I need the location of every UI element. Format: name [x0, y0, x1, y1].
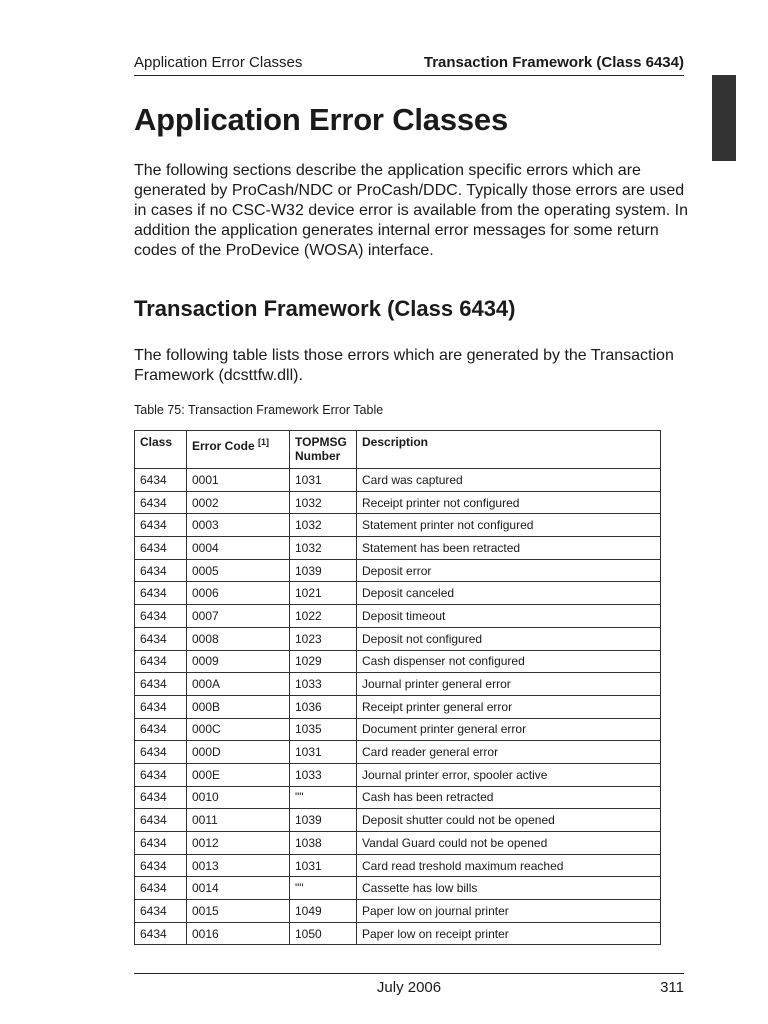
header-error-code: [187, 431, 290, 469]
table-row: [135, 877, 661, 900]
topmsg-cell: 1050: [290, 922, 357, 945]
header-topmsg: [290, 431, 357, 469]
table-row: [135, 718, 661, 741]
header-error-code-label: Error Code: [192, 439, 255, 453]
error-code-cell: 0007: [187, 605, 290, 628]
error-code-cell: 0011: [187, 809, 290, 832]
table-row: [135, 469, 661, 492]
class-cell: 6434: [135, 763, 187, 786]
class-cell: 6434: [135, 922, 187, 945]
description-cell: Deposit error: [357, 559, 661, 582]
table-row: [135, 559, 661, 582]
description-cell: Statement has been retracted: [357, 537, 661, 560]
error-code-cell: 000B: [187, 695, 290, 718]
description-cell: Card was captured: [357, 469, 661, 492]
topmsg-cell: 1039: [290, 559, 357, 582]
description-cell: Card reader general error: [357, 741, 661, 764]
description-cell: Paper low on journal printer: [357, 900, 661, 923]
description-cell: Journal printer error, spooler active: [357, 763, 661, 786]
class-cell: 6434: [135, 559, 187, 582]
header-class: [135, 431, 187, 469]
class-cell: 6434: [135, 582, 187, 605]
table-header-row: [135, 431, 661, 469]
description-cell: Statement printer not configured: [357, 514, 661, 537]
topmsg-cell: 1036: [290, 695, 357, 718]
error-code-cell: 000C: [187, 718, 290, 741]
header-topmsg-line2: Number: [295, 449, 341, 463]
footnote-ref: [1]: [258, 437, 270, 447]
table-body: [135, 469, 661, 945]
topmsg-cell: 1031: [290, 741, 357, 764]
page-number: 311: [660, 979, 684, 996]
description-cell: Document printer general error: [357, 718, 661, 741]
description-cell: Deposit shutter could not be opened: [357, 809, 661, 832]
table-row: [135, 809, 661, 832]
table-row: [135, 582, 661, 605]
table-caption: Table 75: Transaction Framework Error Table: [134, 403, 384, 417]
topmsg-cell: 1021: [290, 582, 357, 605]
table-row: [135, 537, 661, 560]
error-code-cell: 0014: [187, 877, 290, 900]
topmsg-cell: 1038: [290, 832, 357, 855]
error-code-cell: 0004: [187, 537, 290, 560]
error-code-cell: 0010: [187, 786, 290, 809]
class-cell: 6434: [135, 627, 187, 650]
running-header-left: Application Error Classes: [134, 54, 303, 71]
intro-paragraph: The following sections describe the application specific errors which are generated by ProCash/NDC or ProCash/DDC. Typically those errors are used in cases if no CSC-W32 device error is available from the operating system. In addition the application generates internal error messages for some return codes of the ProDevice (WOSA) interface.: [134, 162, 689, 259]
error-code-cell: 000A: [187, 673, 290, 696]
topmsg-cell: 1033: [290, 673, 357, 696]
error-code-cell: 0015: [187, 900, 290, 923]
class-cell: 6434: [135, 491, 187, 514]
description-cell: Deposit not configured: [357, 627, 661, 650]
description-cell: Card read treshold maximum reached: [357, 854, 661, 877]
topmsg-cell: 1022: [290, 605, 357, 628]
table-row: [135, 763, 661, 786]
topmsg-cell: 1035: [290, 718, 357, 741]
table-row: [135, 650, 661, 673]
description-cell: Cassette has low bills: [357, 877, 661, 900]
topmsg-cell: 1031: [290, 469, 357, 492]
running-header: [134, 53, 684, 76]
topmsg-cell: 1032: [290, 514, 357, 537]
topmsg-cell: 1032: [290, 491, 357, 514]
class-cell: 6434: [135, 741, 187, 764]
topmsg-cell: 1039: [290, 809, 357, 832]
topmsg-cell: 1029: [290, 650, 357, 673]
description-cell: Cash dispenser not configured: [357, 650, 661, 673]
section-title: Transaction Framework (Class 6434): [134, 296, 516, 321]
description-cell: Journal printer general error: [357, 673, 661, 696]
page-title: Application Error Classes: [134, 102, 509, 137]
table-row: [135, 922, 661, 945]
table-row: [135, 832, 661, 855]
error-code-cell: 0006: [187, 582, 290, 605]
class-cell: 6434: [135, 514, 187, 537]
header-topmsg-line1: TOPMSG: [295, 435, 347, 449]
topmsg-cell: 1033: [290, 763, 357, 786]
class-cell: 6434: [135, 854, 187, 877]
class-cell: 6434: [135, 809, 187, 832]
error-code-cell: 0005: [187, 559, 290, 582]
error-code-cell: 0009: [187, 650, 290, 673]
class-cell: 6434: [135, 900, 187, 923]
class-cell: 6434: [135, 673, 187, 696]
header-description-label: Description: [362, 435, 429, 449]
section-paragraph: The following table lists those errors which are generated by the Transaction Framework (dcsttfw.dll).: [134, 347, 674, 384]
class-cell: 6434: [135, 832, 187, 855]
table-row: [135, 627, 661, 650]
topmsg-cell: "": [290, 786, 357, 809]
error-code-cell: 000E: [187, 763, 290, 786]
topmsg-cell: "": [290, 877, 357, 900]
error-code-cell: 0003: [187, 514, 290, 537]
description-cell: Deposit timeout: [357, 605, 661, 628]
error-code-cell: 0001: [187, 469, 290, 492]
table-row: [135, 491, 661, 514]
footer-date: July 2006: [376, 979, 442, 996]
error-code-cell: 000D: [187, 741, 290, 764]
table-row: [135, 786, 661, 809]
class-cell: 6434: [135, 650, 187, 673]
topmsg-cell: 1032: [290, 537, 357, 560]
description-cell: Cash has been retracted: [357, 786, 661, 809]
table-row: [135, 854, 661, 877]
class-cell: 6434: [135, 877, 187, 900]
description-cell: Paper low on receipt printer: [357, 922, 661, 945]
error-code-cell: 0013: [187, 854, 290, 877]
header-description: [357, 431, 661, 469]
class-cell: 6434: [135, 537, 187, 560]
chapter-tab-marker: [712, 75, 736, 161]
error-code-cell: 0012: [187, 832, 290, 855]
error-code-cell: 0016: [187, 922, 290, 945]
class-cell: 6434: [135, 605, 187, 628]
class-cell: 6434: [135, 718, 187, 741]
table-row: [135, 673, 661, 696]
page-footer: [134, 973, 684, 1000]
topmsg-cell: 1049: [290, 900, 357, 923]
header-class-label: Class: [140, 435, 173, 449]
table-row: [135, 605, 661, 628]
error-code-cell: 0008: [187, 627, 290, 650]
description-cell: Receipt printer general error: [357, 695, 661, 718]
class-cell: 6434: [135, 786, 187, 809]
class-cell: 6434: [135, 695, 187, 718]
topmsg-cell: 1023: [290, 627, 357, 650]
topmsg-cell: 1031: [290, 854, 357, 877]
description-cell: Vandal Guard could not be opened: [357, 832, 661, 855]
description-cell: Deposit canceled: [357, 582, 661, 605]
class-cell: 6434: [135, 469, 187, 492]
description-cell: Receipt printer not configured: [357, 491, 661, 514]
running-header-right: Transaction Framework (Class 6434): [423, 54, 684, 71]
error-code-cell: 0002: [187, 491, 290, 514]
table-row: [135, 900, 661, 923]
error-table: [134, 430, 661, 945]
table-row: [135, 514, 661, 537]
table-row: [135, 741, 661, 764]
table-row: [135, 695, 661, 718]
